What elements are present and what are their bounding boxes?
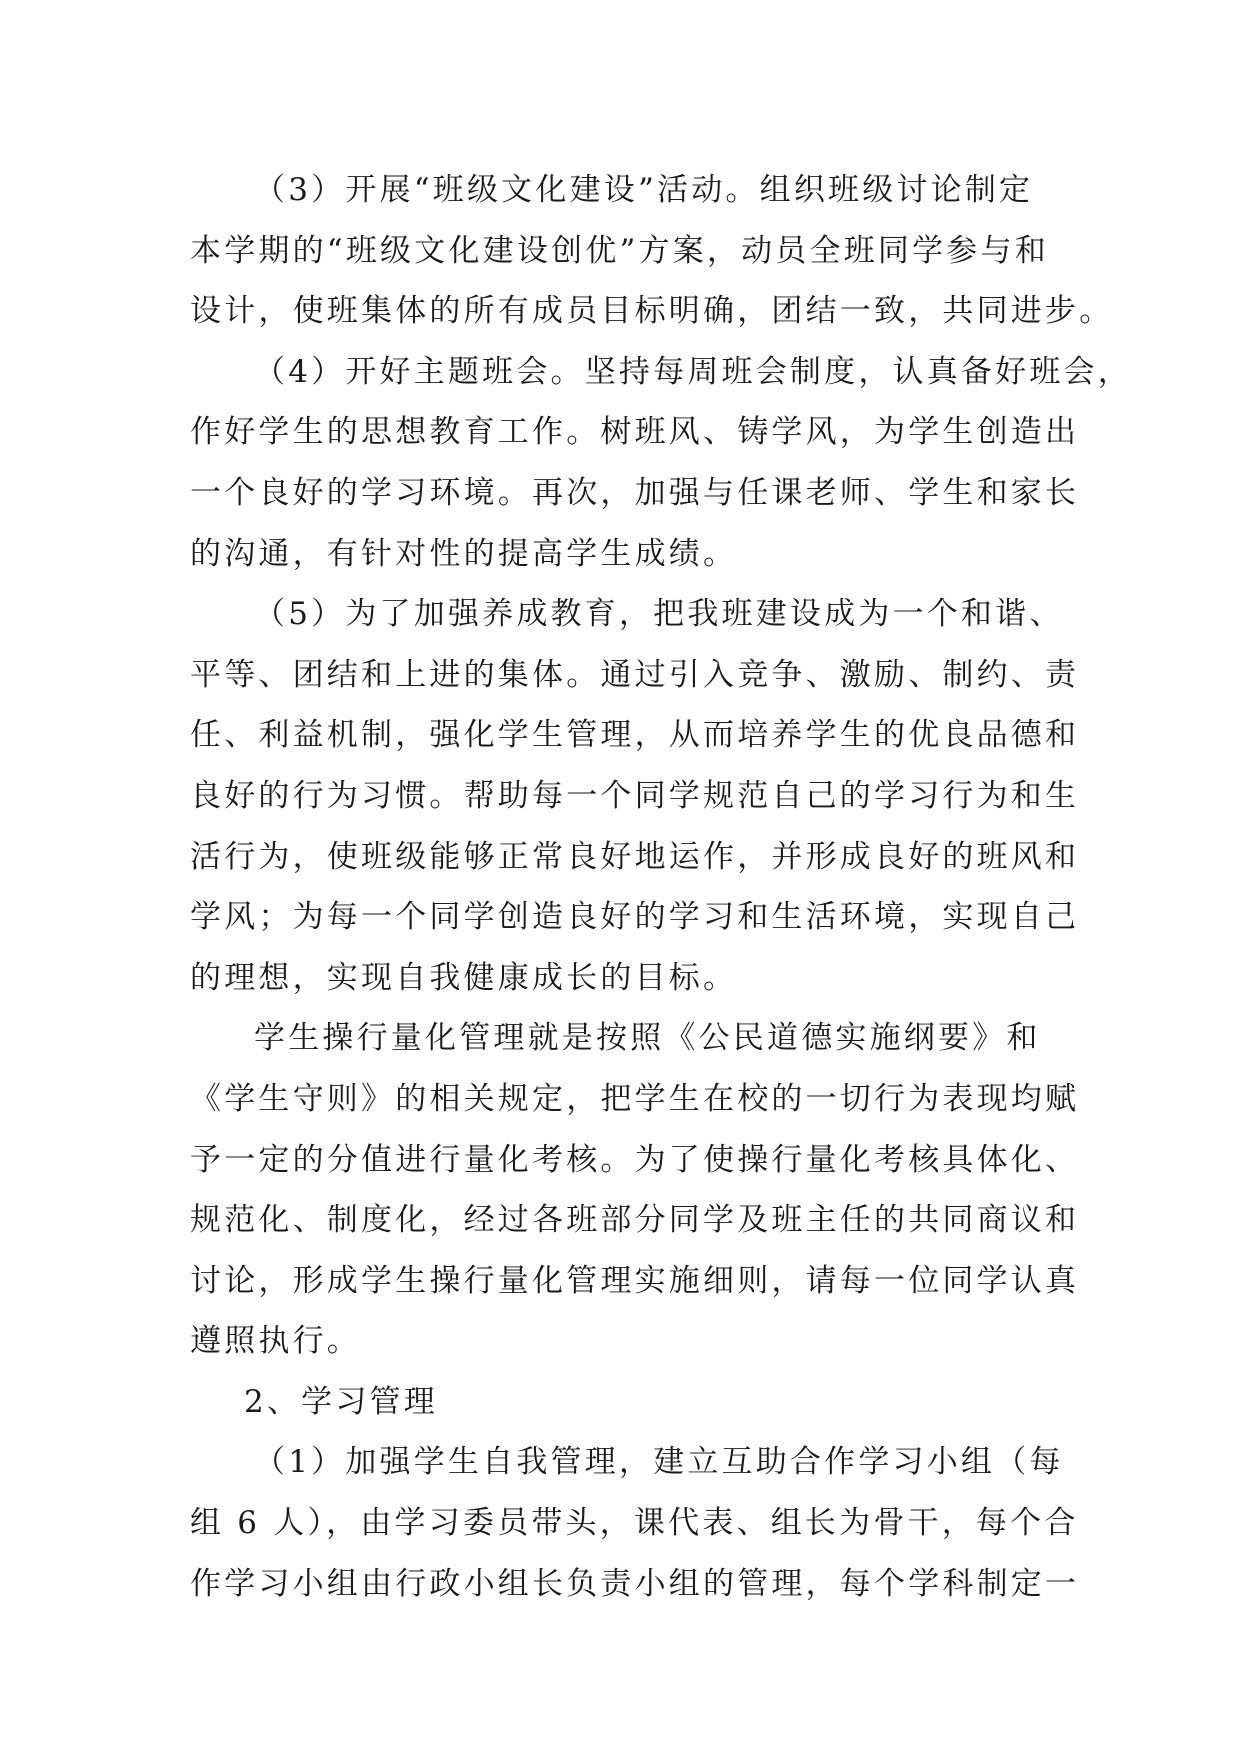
paragraph-quantify-line-6: 遵照执行。 — [190, 1323, 361, 1360]
paragraph-5-line-1: （5）为了加强养成教育，把我班建设成为一个和谐、 — [254, 596, 1064, 633]
section-heading-study-management: 2、学习管理 — [244, 1383, 438, 1420]
paragraph-quantify-line-2: 《学生守则》的相关规定，把学生在校的一切行为表现均赋 — [190, 1080, 1080, 1117]
paragraph-5-line-4: 良好的行为习惯。帮助每一个同学规范自己的学习行为和生 — [190, 777, 1080, 814]
paragraph-3-line-2: 本学期的“班级文化建设创优”方案，动员全班同学参与和 — [190, 232, 1049, 269]
paragraph-4-line-3: 一个良好的学习环境。再次，加强与任课老师、学生和家长 — [190, 474, 1080, 511]
paragraph-5-line-6: 学风；为每一个同学创造良好的学习和生活环境，实现自己 — [190, 899, 1080, 936]
paragraph-5-line-7: 的理想，实现自我健康成长的目标。 — [190, 959, 738, 996]
paragraph-quantify-line-4: 规范化、制度化，经过各班部分同学及班主任的共同商议和 — [190, 1202, 1080, 1239]
paragraph-4-line-4: 的沟通，有针对性的提高学生成绩。 — [190, 535, 738, 572]
paragraph-3-line-1: （3）开展“班级文化建设”活动。组织班级讨论制定 — [254, 172, 1034, 208]
paragraph-5-line-5: 活行为，使班级能够正常良好地运作，并形成良好的班风和 — [190, 838, 1080, 875]
paragraph-5-line-3: 任、利益机制，强化学生管理，从而培养学生的优良品德和 — [190, 717, 1080, 754]
paragraph-quantify-line-1: 学生操行量化管理就是按照《公民道德实施纲要》和 — [254, 1020, 1041, 1057]
paragraph-study-1-line-2: 组 6 人），由学习委员带头，课代表、组长为骨干，每个合 — [190, 1505, 1079, 1542]
body-text — [190, 160, 1132, 1614]
paragraph-4-line-1: （4）开好主题班会。坚持每周班会制度，认真备好班会， — [254, 353, 1132, 390]
paragraph-3-line-3: 设计，使班集体的所有成员目标明确，团结一致，共同进步。 — [190, 293, 1114, 330]
paragraph-study-1-line-1: （1）加强学生自我管理，建立互助合作学习小组（每 — [254, 1444, 1064, 1481]
paragraph-study-1-line-3: 作学习小组由行政小组长负责小组的管理，每个学科制定一 — [190, 1565, 1080, 1602]
paragraph-5-line-2: 平等、团结和上进的集体。通过引入竞争、激励、制约、责 — [190, 656, 1080, 693]
paragraph-quantify-line-3: 予一定的分值进行量化考核。为了使操行量化考核具体化、 — [190, 1141, 1080, 1178]
paragraph-4-line-2: 作好学生的思想教育工作。树班风、铸学风，为学生创造出 — [190, 414, 1080, 451]
paragraph-quantify-line-5: 讨论，形成学生操行量化管理实施细则，请每一位同学认真 — [190, 1262, 1080, 1299]
